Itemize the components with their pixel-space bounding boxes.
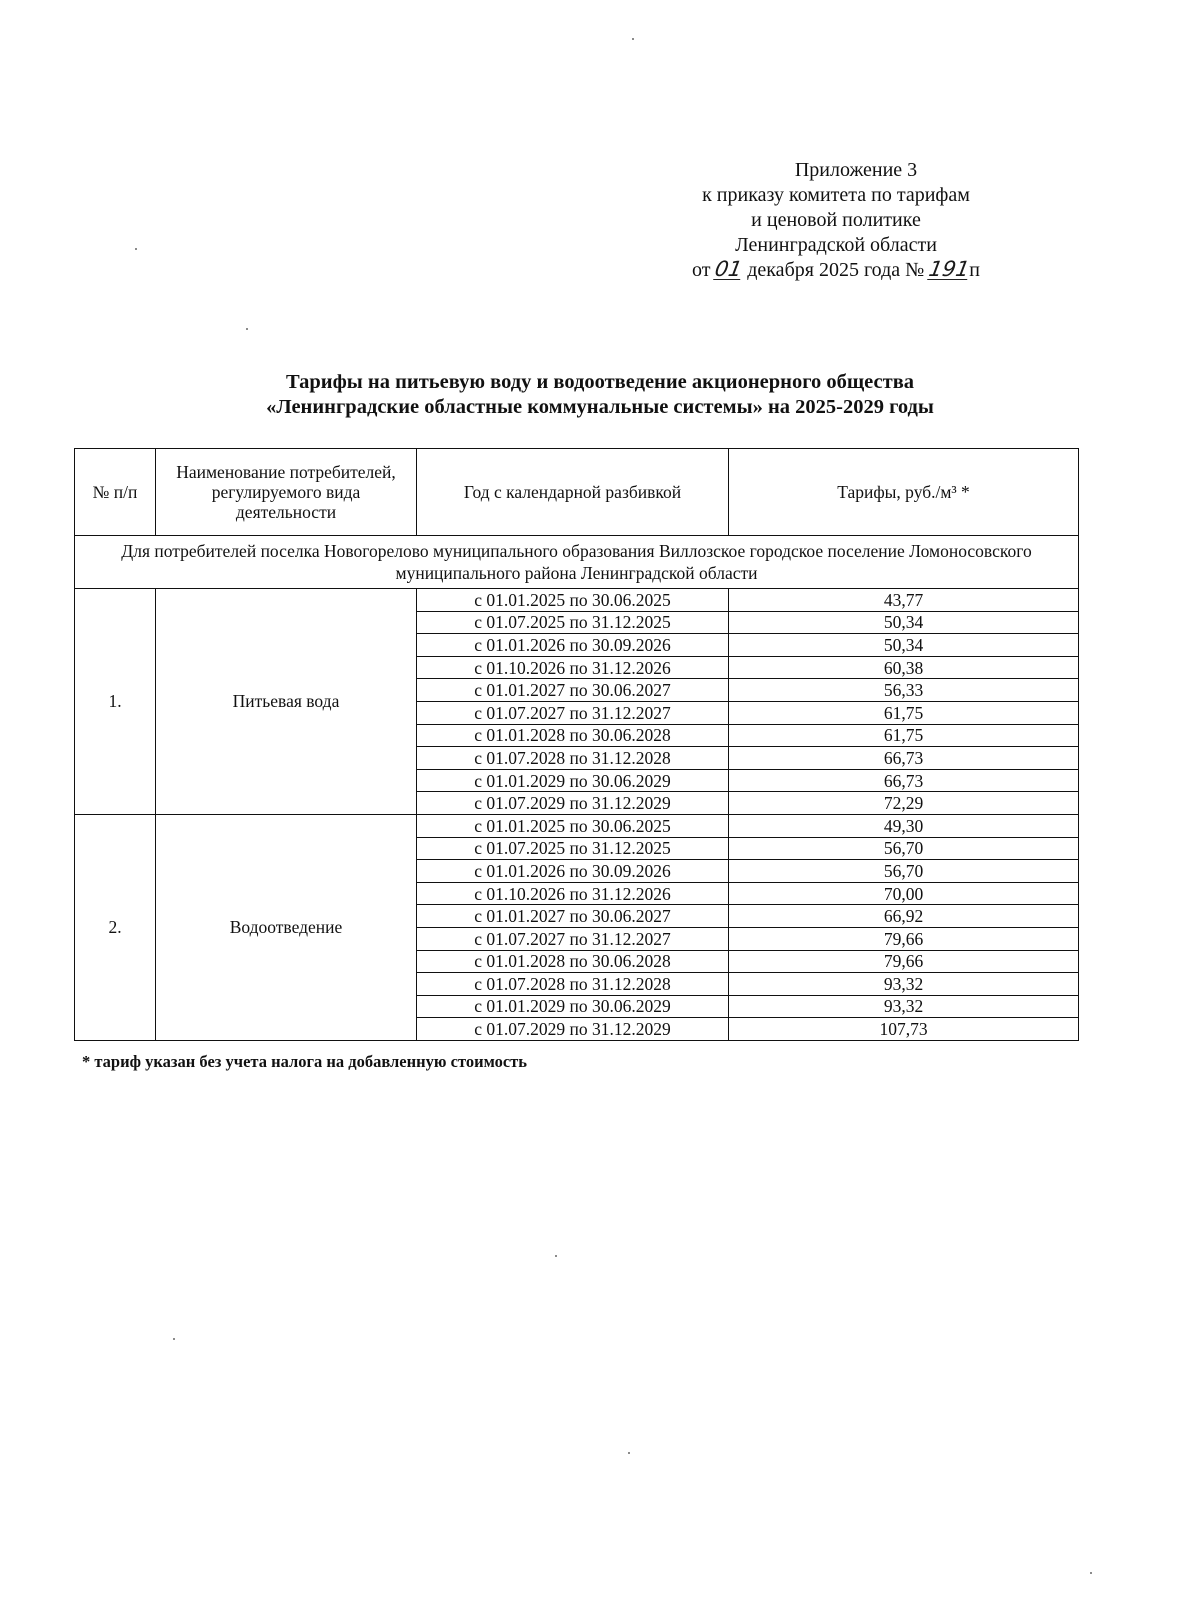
title-line-1: Тарифы на питьевую воду и водоотведение акционерного общества (285, 371, 915, 393)
period-cell: с 01.01.2029 по 30.06.2029 (417, 769, 729, 792)
tariff-value-cell: 60,38 (729, 656, 1079, 679)
appendix-block (636, 158, 1036, 283)
tariff-value-cell: 50,34 (729, 634, 1079, 657)
period-cell: с 01.01.2026 по 30.09.2026 (417, 634, 729, 657)
consumer-name: Водоотведение (156, 814, 417, 1040)
tariff-value-cell: 61,75 (729, 724, 1079, 747)
tariff-table (74, 448, 1079, 1041)
scan-speck (555, 1255, 557, 1257)
tariff-value-cell: 50,34 (729, 611, 1079, 634)
row-number: 2. (75, 814, 156, 1040)
document-title (100, 370, 1100, 420)
appendix-title: Приложение 3 (794, 159, 918, 181)
period-cell: с 01.01.2027 по 30.06.2027 (417, 905, 729, 928)
period-cell: с 01.07.2029 по 31.12.2029 (417, 792, 729, 815)
tariff-value-cell: 79,66 (729, 927, 1079, 950)
period-cell: с 01.01.2028 по 30.06.2028 (417, 950, 729, 973)
tariff-value-cell: 93,32 (729, 973, 1079, 996)
period-cell: с 01.01.2025 по 30.06.2025 (417, 589, 729, 612)
scan-speck (173, 1338, 175, 1340)
tariff-value-cell: 61,75 (729, 701, 1079, 724)
date-prefix: от (692, 259, 711, 281)
header-period: Год с календарной разбивкой (417, 449, 729, 536)
table-header-row (75, 449, 1079, 536)
tariff-value-cell: 56,70 (729, 860, 1079, 883)
period-cell: с 01.07.2027 по 31.12.2027 (417, 701, 729, 724)
tariff-value-cell: 66,92 (729, 905, 1079, 928)
period-cell: с 01.07.2029 по 31.12.2029 (417, 1018, 729, 1041)
scan-speck (1090, 1572, 1092, 1574)
row-number: 1. (75, 589, 156, 815)
tariff-value-cell: 43,77 (729, 589, 1079, 612)
section-row (75, 536, 1079, 589)
tariff-value-cell: 66,73 (729, 769, 1079, 792)
period-cell: с 01.01.2026 по 30.09.2026 (417, 860, 729, 883)
handwritten-number: 191 (927, 257, 972, 281)
scan-speck (632, 38, 634, 40)
scan-speck (628, 1452, 630, 1454)
tariff-value-cell: 79,66 (729, 950, 1079, 973)
period-cell: с 01.07.2025 по 31.12.2025 (417, 837, 729, 860)
table-row (75, 589, 1079, 612)
scan-speck (135, 248, 137, 250)
tariff-value-cell: 66,73 (729, 747, 1079, 770)
period-cell: с 01.07.2028 по 31.12.2028 (417, 973, 729, 996)
tariff-value-cell: 93,32 (729, 995, 1079, 1018)
tariff-value-cell: 72,29 (729, 792, 1079, 815)
appendix-policy-line: и ценовой политике (751, 209, 921, 231)
period-cell: с 01.01.2025 по 30.06.2025 (417, 814, 729, 837)
period-cell: с 01.07.2028 по 31.12.2028 (417, 747, 729, 770)
appendix-region-line: Ленинградской области (735, 234, 937, 256)
period-cell: с 01.07.2027 по 31.12.2027 (417, 927, 729, 950)
handwritten-day: 01 (713, 257, 745, 281)
tariff-value-cell: 49,30 (729, 814, 1079, 837)
number-suffix: п (969, 259, 980, 281)
consumer-name: Питьевая вода (156, 589, 417, 815)
period-cell: с 01.10.2026 по 31.12.2026 (417, 656, 729, 679)
appendix-date-line (636, 258, 1036, 283)
header-consumer-name: Наименование потребителей, регулируемого вида деятельности (156, 449, 417, 536)
date-middle: декабря 2025 года № (747, 259, 925, 281)
period-cell: с 01.07.2025 по 31.12.2025 (417, 611, 729, 634)
header-number: № п/п (75, 449, 156, 536)
title-line-2: «Ленинградские областные коммунальные системы» на 2025-2029 годы (266, 396, 934, 418)
tariff-value-cell: 56,70 (729, 837, 1079, 860)
tariff-value-cell: 70,00 (729, 882, 1079, 905)
header-tariff: Тарифы, руб./м³ * (729, 449, 1079, 536)
period-cell: с 01.01.2027 по 30.06.2027 (417, 679, 729, 702)
period-cell: с 01.01.2028 по 30.06.2028 (417, 724, 729, 747)
tariff-value-cell: 56,33 (729, 679, 1079, 702)
period-cell: с 01.01.2029 по 30.06.2029 (417, 995, 729, 1018)
appendix-order-line: к приказу комитета по тарифам (702, 184, 970, 206)
table-row (75, 814, 1079, 837)
scan-speck (246, 328, 248, 330)
tariff-value-cell: 107,73 (729, 1018, 1079, 1041)
section-caption: Для потребителей поселка Новогорелово муниципального образования Виллозское городское поселение Ломоносовского муниципального района Ленинградской области (75, 536, 1079, 589)
period-cell: с 01.10.2026 по 31.12.2026 (417, 882, 729, 905)
footnote: * тариф указан без учета налога на добавленную стоимость (82, 1052, 528, 1071)
